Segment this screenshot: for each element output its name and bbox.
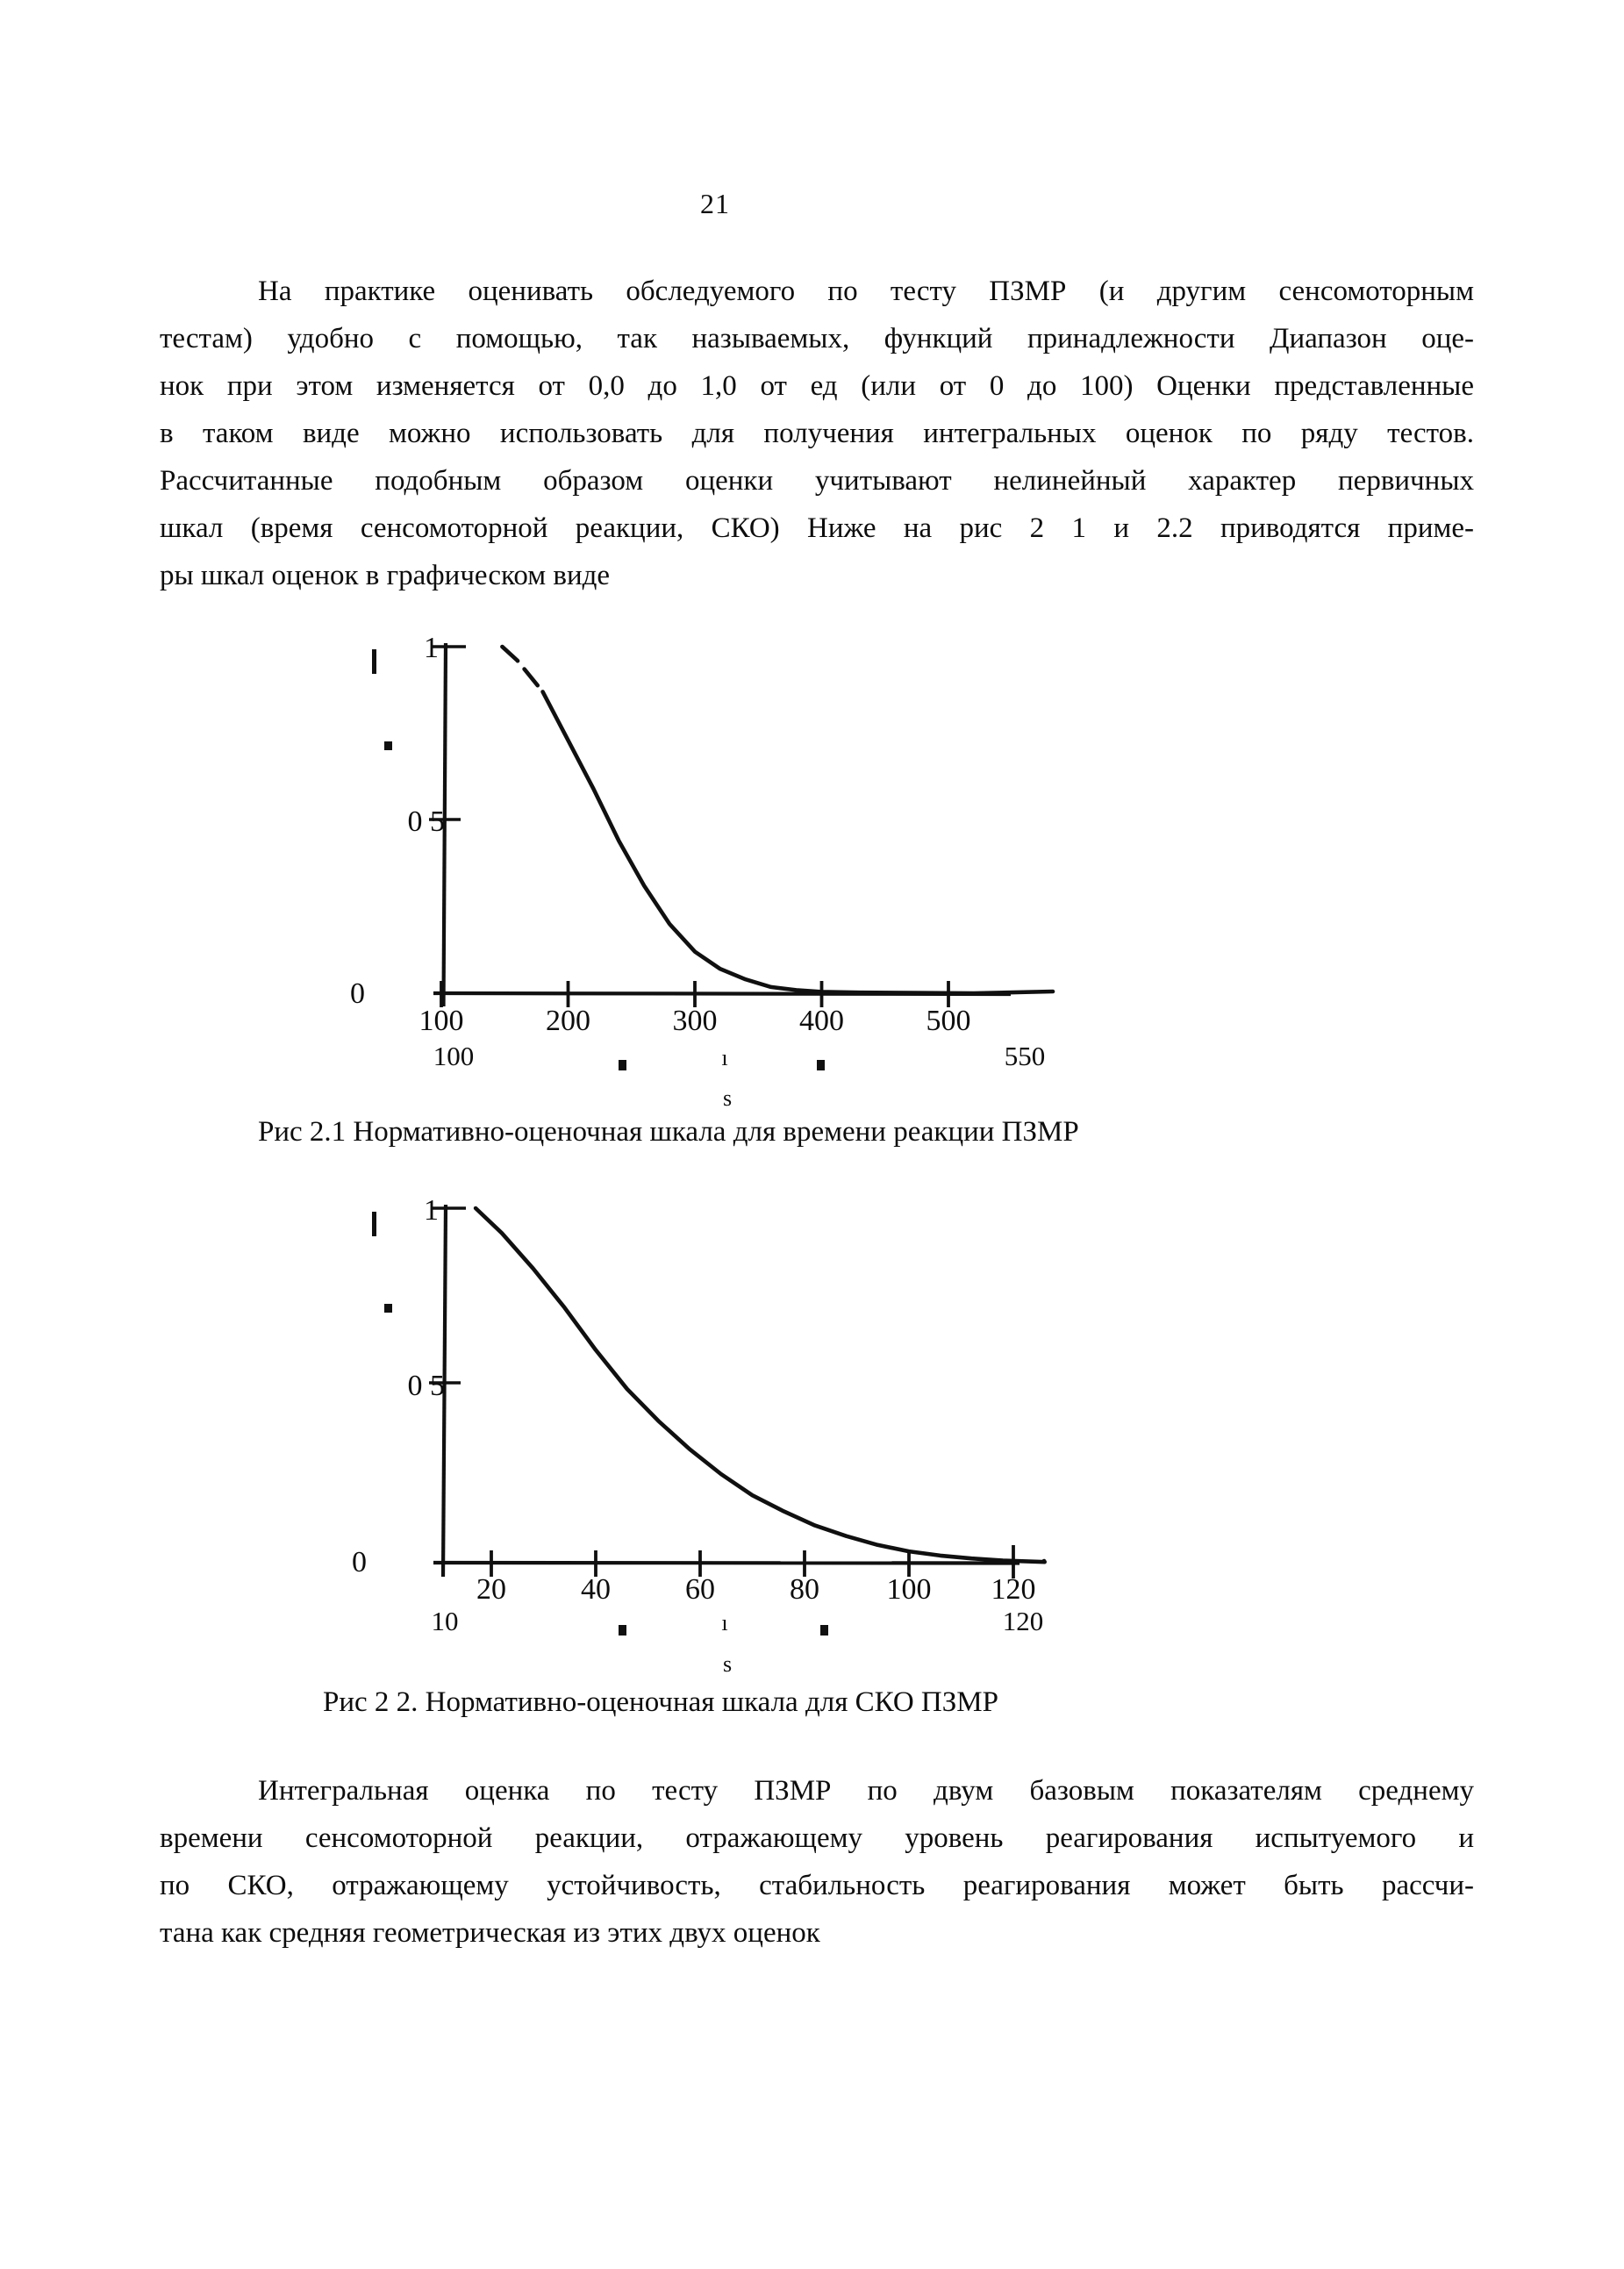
axis-range-max-label: 120	[1002, 1606, 1044, 1636]
text-line: ры шкал оценок в графическом виде	[160, 560, 611, 591]
scan-artifact-mark	[372, 1212, 376, 1236]
x-tick-label: 40	[581, 1573, 611, 1606]
scan-artifact-mark	[372, 649, 376, 674]
text-line: Рассчитанные подобным образом оценки учитывают нелинейный характер первичных	[160, 465, 1474, 497]
text-line: тестам) удобно с помощью, так называемых, функций принадлежности Диапазон оце-	[160, 323, 1474, 354]
y-tick-label: 0 5	[407, 805, 445, 838]
scan-artifact-mark	[619, 1060, 626, 1070]
axis-unit-label: s	[722, 1651, 733, 1677]
axis-mid-mark: ı	[721, 1045, 728, 1070]
text-line: нок при этом изменяется от 0,0 до 1,0 от ед (или от 0 до 100) Оценки представленные	[160, 370, 1474, 402]
paragraph-2	[160, 1767, 1474, 1957]
axis-unit-label: s	[722, 1085, 733, 1111]
figure2-caption: Рис 2 2. Нормативно-оценочная шкала для СКО ПЗМР	[323, 1686, 998, 1718]
x-tick-label: 500	[926, 1005, 971, 1037]
figure2-x-axis	[433, 1563, 1019, 1564]
membership-curve	[476, 1208, 1045, 1562]
y-tick-label: 1	[424, 632, 439, 664]
figure1-plot	[433, 643, 1011, 1006]
text-line: Интегральная оценка по тесту ПЗМР по двум базовым показателям среднему	[258, 1775, 1474, 1807]
figure2-labels	[352, 1194, 1045, 1677]
y-tick-label: 0	[352, 1546, 367, 1578]
scan-artifact-mark	[619, 1625, 626, 1636]
text-line: тана как средняя геометрическая из этих двух оценок	[160, 1917, 820, 1949]
scan-artifact-mark	[817, 1060, 825, 1070]
x-tick-label: 400	[799, 1005, 844, 1037]
text-line: На практике оценивать обследуемого по тесту ПЗМР (и другим сенсомоторным	[258, 276, 1474, 307]
text-line: в таком виде можно использовать для получения интегральных оценок по ряду тестов.	[160, 418, 1474, 449]
axis-range-min-label: 100	[433, 1041, 475, 1071]
figure2-plot	[433, 1205, 1019, 1577]
x-tick-label: 300	[672, 1005, 718, 1037]
membership-curve	[543, 691, 1053, 993]
x-tick-label: 60	[685, 1573, 715, 1606]
figure1-caption: Рис 2.1 Нормативно-оценочная шкала для времени реакции ПЗМР	[258, 1116, 1079, 1148]
x-tick-label: 100	[419, 1005, 464, 1037]
x-tick-label: 20	[476, 1573, 506, 1606]
text-line: по СКО, отражающему устойчивость, стабильность реагирования может быть рассчи-	[160, 1870, 1474, 1901]
text-line: шкал (время сенсомоторной реакции, СКО) Ниже на рис 2 1 и 2.2 приводятся приме-	[160, 512, 1474, 544]
text-line: времени сенсомоторной реакции, отражающему уровень реагирования испытуемого и	[160, 1822, 1474, 1854]
y-tick-label: 1	[424, 1194, 439, 1227]
scan-artifact-mark	[384, 741, 392, 750]
axis-mid-mark: ı	[721, 1610, 728, 1636]
axis-range-max-label: 550	[1004, 1041, 1046, 1071]
x-tick-label: 80	[790, 1573, 819, 1606]
x-tick-label: 120	[991, 1573, 1036, 1606]
scan-artifact-mark	[384, 1304, 392, 1313]
y-tick-label: 0	[350, 977, 365, 1010]
axis-range-min-label: 10	[431, 1606, 459, 1636]
page-number: 21	[700, 188, 730, 219]
x-tick-label: 100	[886, 1573, 932, 1606]
scan-artifact-mark	[820, 1625, 828, 1636]
membership-curve-start	[502, 647, 542, 691]
figure1-labels	[350, 632, 1053, 1111]
y-tick-label: 0 5	[407, 1370, 445, 1402]
x-tick-label: 200	[546, 1005, 590, 1037]
